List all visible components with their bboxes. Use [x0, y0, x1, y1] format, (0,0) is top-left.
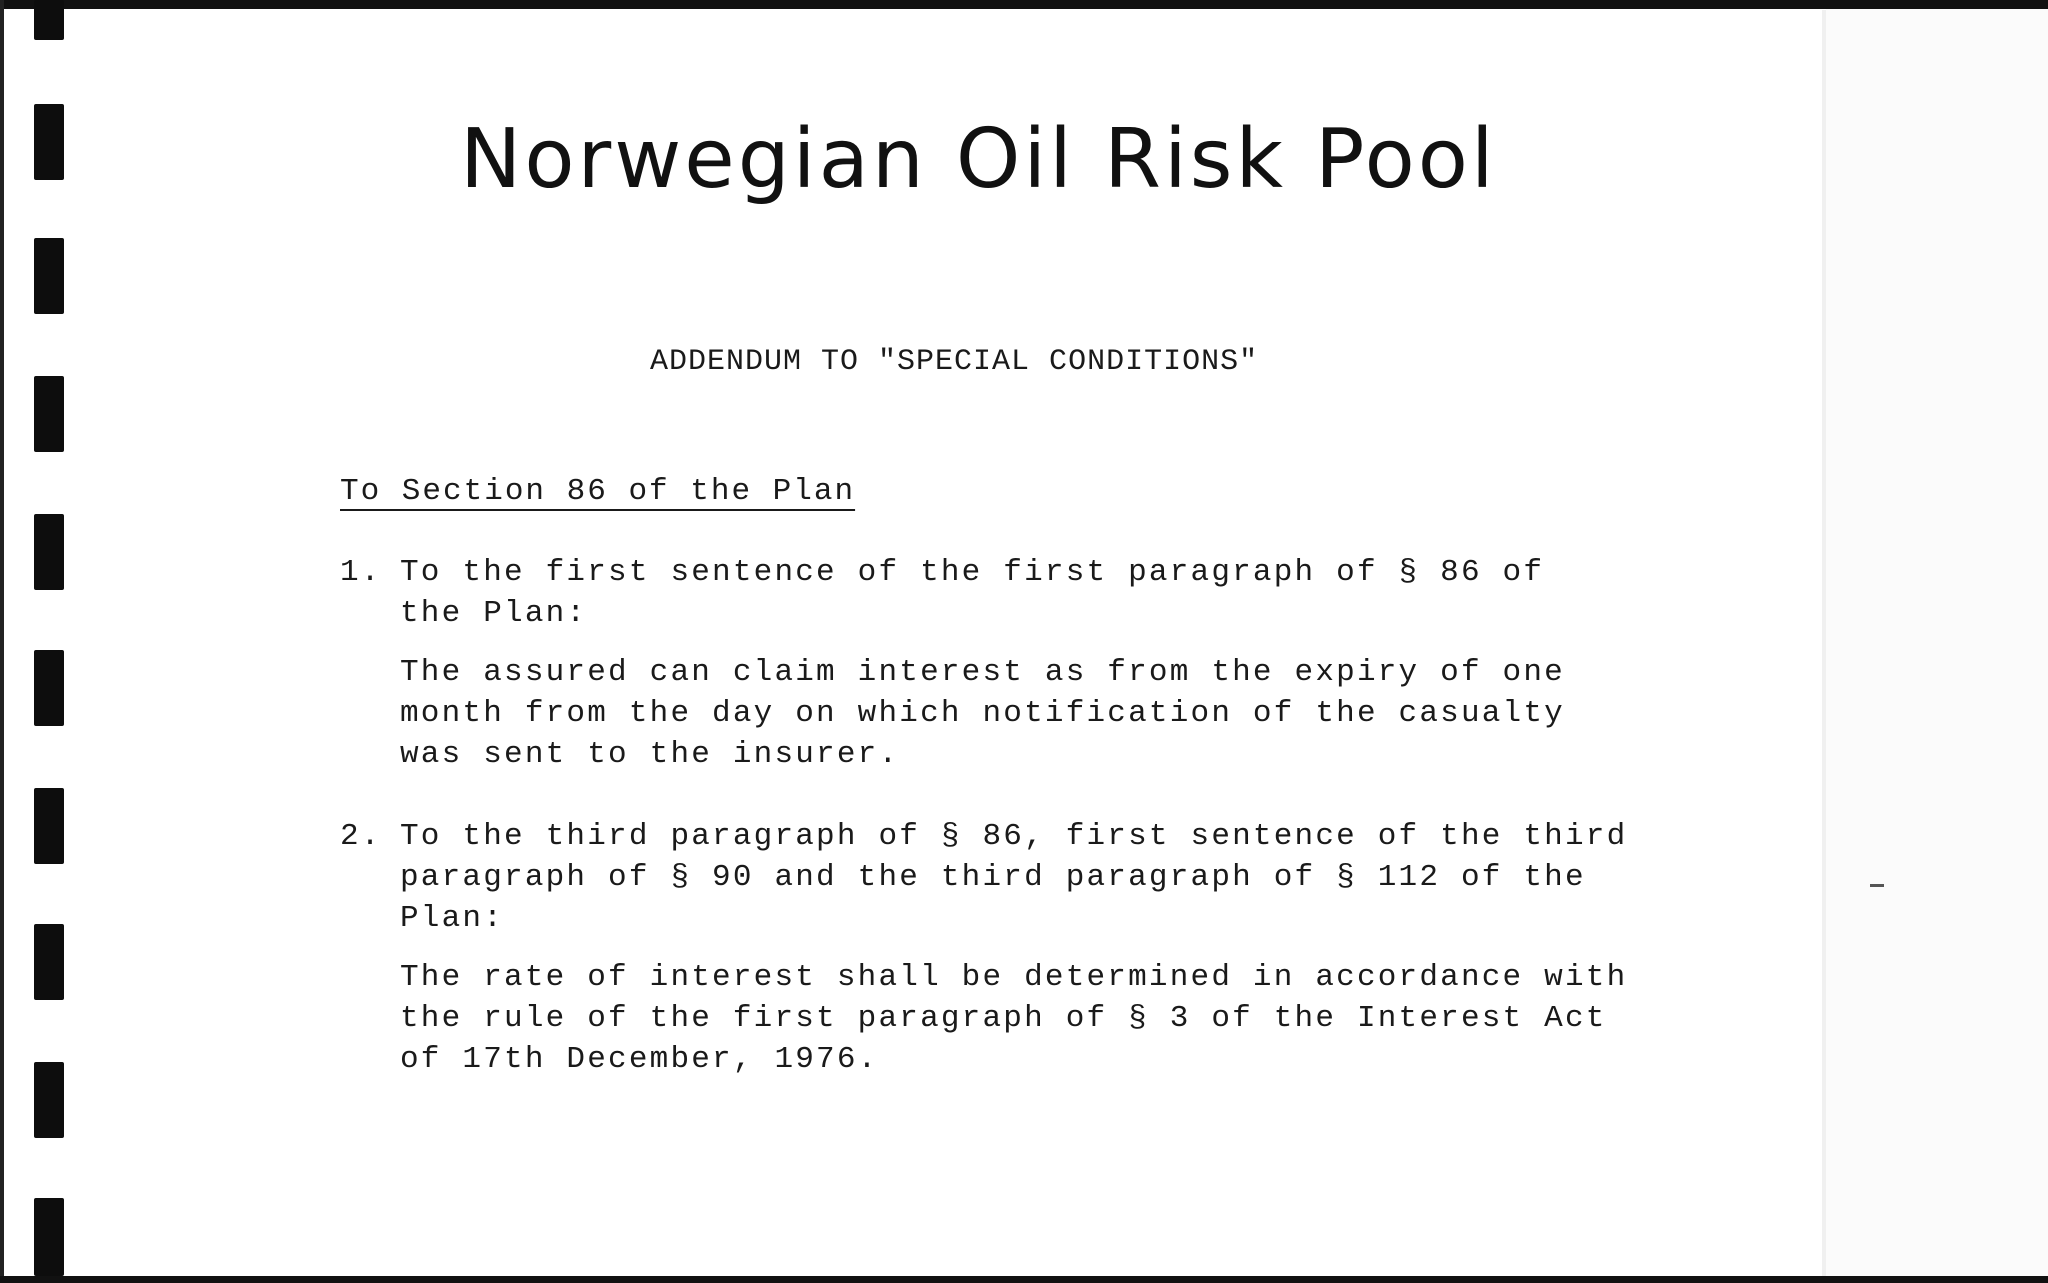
document-title: ADDENDUM TO "SPECIAL CONDITIONS": [650, 345, 1259, 379]
binding-hole: [34, 238, 64, 314]
binding-hole: [34, 514, 64, 590]
binding-hole: [34, 1062, 64, 1138]
item-body: The rate of interest shall be determined in accordance with the rule of the first paragraph of § 3 of the Interest Act of 17th December, 1976.: [400, 960, 1628, 1077]
binding-hole: [34, 376, 64, 452]
binding-hole: [34, 650, 64, 726]
item-body: The assured can claim interest as from the expiry of one month from the day on which notification of the casualty was sent to the insurer.: [400, 655, 1565, 772]
scan-edge-left: [0, 0, 4, 1283]
binding-hole: [34, 788, 64, 864]
scan-speck: [1870, 884, 1884, 887]
adjacent-page: [1826, 9, 2048, 1276]
item-heading: To the third paragraph of § 86, first sentence of the third paragraph of § 90 and the third paragraph of § 112 of the Plan:: [400, 819, 1628, 936]
item-number: 1.: [340, 555, 382, 590]
item-number: 2.: [340, 819, 382, 854]
scan-edge-top: [0, 0, 2048, 9]
scan-edge-bottom: [0, 1276, 2048, 1283]
binding-hole: [34, 924, 64, 1000]
company-logo: Norwegian Oil Risk Pool: [460, 112, 1497, 207]
binding-hole: [34, 104, 64, 180]
item-heading: To the first sentence of the first paragraph of § 86 of the Plan:: [400, 555, 1545, 631]
section-heading: To Section 86 of the Plan: [340, 474, 856, 509]
binding-hole: [34, 0, 64, 40]
page-fold: [1822, 10, 1826, 1276]
binding-hole: [34, 1198, 64, 1276]
list-item: [340, 816, 1660, 1080]
list-item: [340, 552, 1660, 775]
